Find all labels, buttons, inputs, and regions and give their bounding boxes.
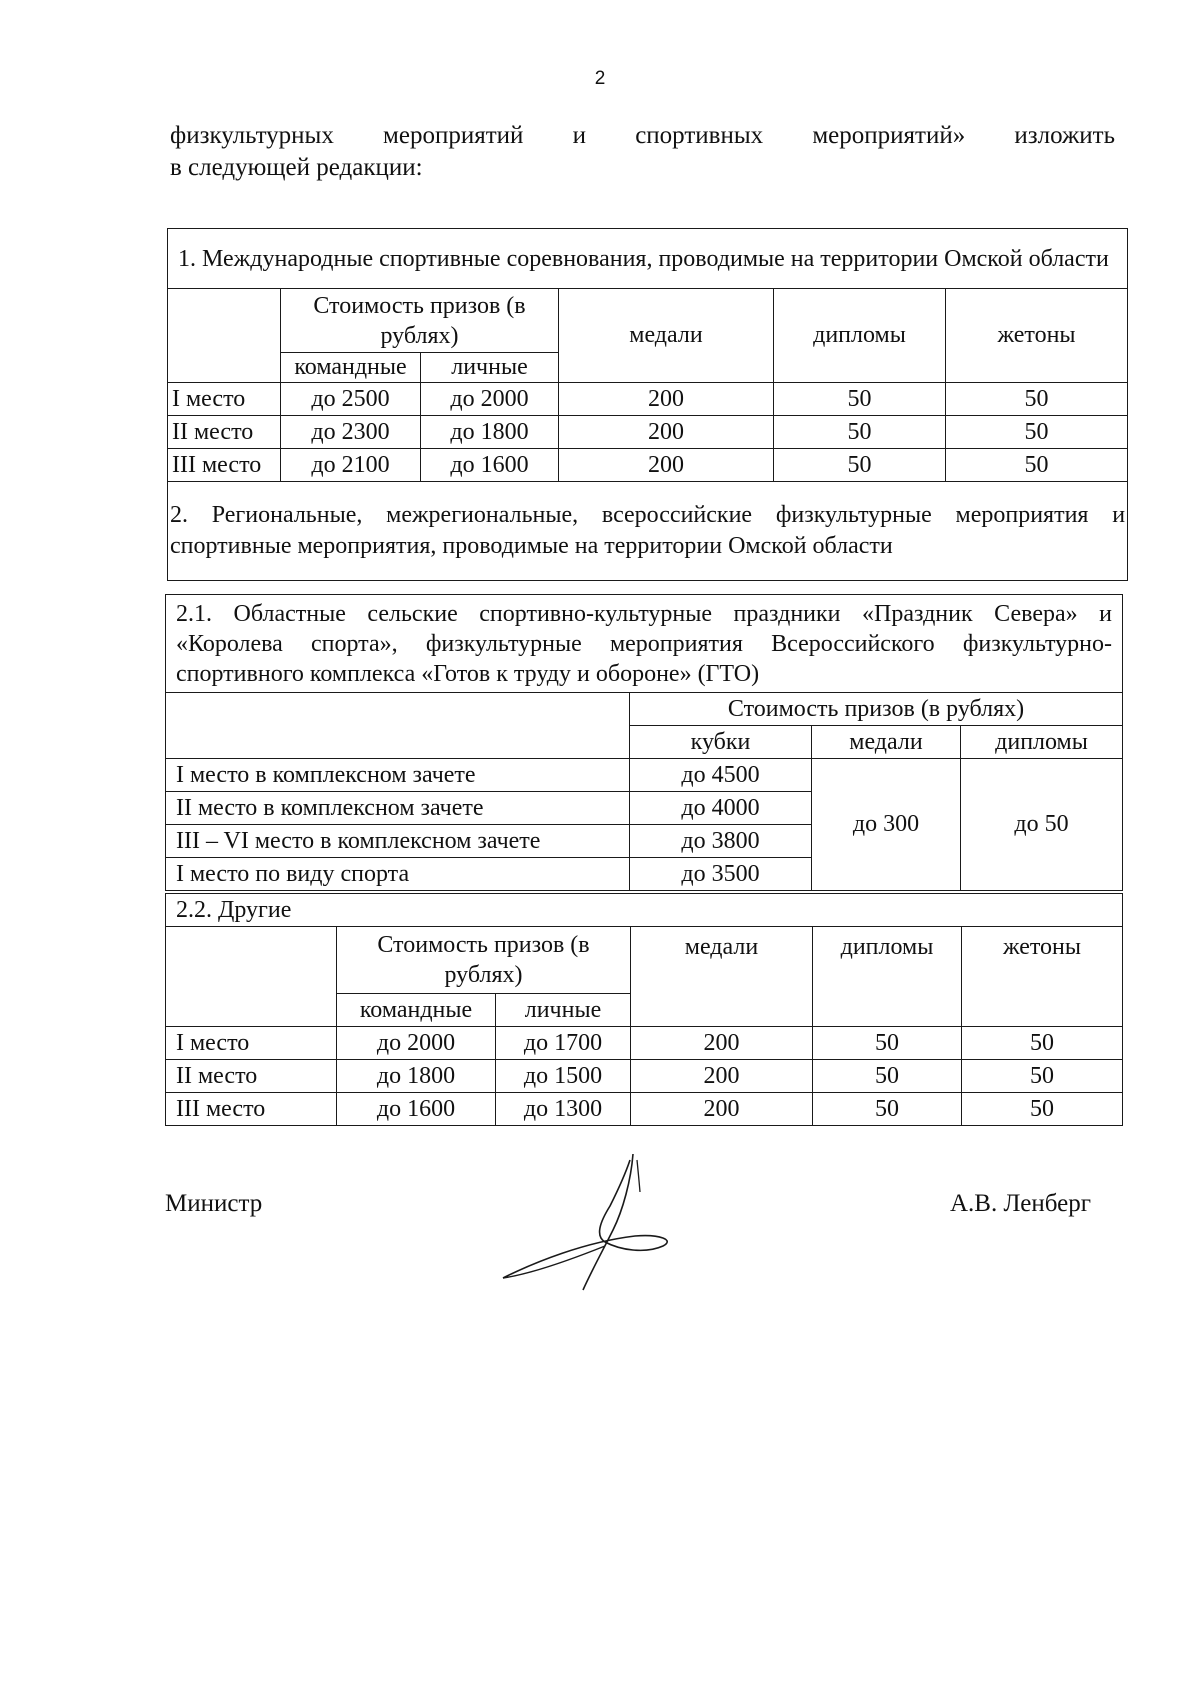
cell-personal: до 2000 xyxy=(421,383,559,416)
cell-medals: 200 xyxy=(559,383,774,416)
cell-tokens: 50 xyxy=(962,1060,1123,1093)
cell-team: до 1600 xyxy=(337,1093,496,1126)
cell-personal: до 1500 xyxy=(496,1060,631,1093)
table-regional-holidays xyxy=(165,594,1123,891)
section-1-title: 1. Международные спортивные соревнования, проводимые на территории Омской области xyxy=(168,229,1128,289)
intro-line-2: в следующей редакции: xyxy=(170,154,423,181)
cell-tokens: 50 xyxy=(946,383,1128,416)
header-tokens: жетоны xyxy=(946,289,1128,383)
intro-word: и xyxy=(572,122,586,149)
table-row xyxy=(168,383,1128,416)
cell-place: III место xyxy=(166,1093,337,1126)
cell-medals: 200 xyxy=(559,416,774,449)
cell-tokens: 50 xyxy=(946,416,1128,449)
cell-diplomas: 50 xyxy=(813,1027,962,1060)
cell-team: до 2000 xyxy=(337,1027,496,1060)
intro-word: спортивных xyxy=(635,122,764,149)
cell-place: I место в комплексном зачете xyxy=(166,759,630,792)
header-diplomas: дипломы xyxy=(961,726,1123,759)
section-2-1-title: 2.1. Областные сельские спортивно-культурные праздники «Праздник Севера» и «Королева спорта», физкультурные мероприятия Всероссийского физкультурно-спортивного комплекса «Готов к труду и обороне» (ГТО) xyxy=(166,595,1123,693)
header-prize-cost: Стоимость призов (в рублях) xyxy=(281,289,559,353)
page-number: 2 xyxy=(594,68,606,89)
cell-diplomas: 50 xyxy=(774,449,946,482)
cell-medals: 200 xyxy=(631,1060,813,1093)
table-row xyxy=(166,759,1123,792)
cell-medals-merged: до 300 xyxy=(812,759,961,891)
table-other xyxy=(165,893,1123,1126)
header-medals: медали xyxy=(812,726,961,759)
cell-tokens: 50 xyxy=(962,1093,1123,1126)
table-row xyxy=(166,1027,1123,1060)
empty-header-cell xyxy=(166,693,630,759)
cell-team: до 1800 xyxy=(337,1060,496,1093)
header-personal: личные xyxy=(421,353,559,383)
header-prize-cost: Стоимость призов (в рублях) xyxy=(337,927,631,994)
cell-place: I место по виду спорта xyxy=(166,858,630,891)
cell-place: II место в комплексном зачете xyxy=(166,792,630,825)
cell-place: II место xyxy=(168,416,281,449)
cell-medals: 200 xyxy=(631,1027,813,1060)
cell-diplomas-merged: до 50 xyxy=(961,759,1123,891)
cell-tokens: 50 xyxy=(946,449,1128,482)
empty-header-cell xyxy=(168,289,281,383)
cell-cups: до 4500 xyxy=(630,759,812,792)
cell-place: II место xyxy=(166,1060,337,1093)
table-international xyxy=(167,228,1128,581)
cell-place: III – VI место в комплексном зачете xyxy=(166,825,630,858)
cell-medals: 200 xyxy=(559,449,774,482)
cell-tokens: 50 xyxy=(962,1027,1123,1060)
header-tokens: жетоны xyxy=(962,927,1123,1027)
cell-diplomas: 50 xyxy=(813,1093,962,1126)
table-row xyxy=(166,1093,1123,1126)
header-prize-cost: Стоимость призов (в рублях) xyxy=(630,693,1123,726)
cell-personal: до 1800 xyxy=(421,416,559,449)
header-medals: медали xyxy=(631,927,813,1027)
table-row xyxy=(168,416,1128,449)
header-diplomas: дипломы xyxy=(813,927,962,1027)
cell-team: до 2300 xyxy=(281,416,421,449)
signatory-name: А.В. Ленберг xyxy=(950,1190,1091,1217)
table-row xyxy=(166,1060,1123,1093)
cell-team: до 2100 xyxy=(281,449,421,482)
cell-cups: до 3800 xyxy=(630,825,812,858)
cell-medals: 200 xyxy=(631,1093,813,1126)
intro-line-1 xyxy=(170,120,1115,152)
cell-cups: до 3500 xyxy=(630,858,812,891)
intro-word: мероприятий xyxy=(383,122,524,149)
cell-personal: до 1300 xyxy=(496,1093,631,1126)
cell-diplomas: 50 xyxy=(813,1060,962,1093)
header-personal: личные xyxy=(496,994,631,1027)
cell-team: до 2500 xyxy=(281,383,421,416)
empty-header-cell xyxy=(166,927,337,1027)
header-medals: медали xyxy=(559,289,774,383)
signatory-position: Министр xyxy=(165,1190,263,1217)
cell-diplomas: 50 xyxy=(774,383,946,416)
intro-paragraph xyxy=(170,120,1115,184)
header-team: командные xyxy=(281,353,421,383)
cell-personal: до 1600 xyxy=(421,449,559,482)
table-row xyxy=(168,449,1128,482)
header-diplomas: дипломы xyxy=(774,289,946,383)
cell-personal: до 1700 xyxy=(496,1027,631,1060)
cell-diplomas: 50 xyxy=(774,416,946,449)
header-cups: кубки xyxy=(630,726,812,759)
intro-word: изложить xyxy=(1014,122,1115,149)
cell-cups: до 4000 xyxy=(630,792,812,825)
intro-word: мероприятий» xyxy=(812,122,966,149)
cell-place: I место xyxy=(166,1027,337,1060)
header-team: командные xyxy=(337,994,496,1027)
signature-image xyxy=(495,1150,725,1300)
cell-place: III место xyxy=(168,449,281,482)
section-2-2-title: 2.2. Другие xyxy=(166,894,1123,927)
cell-place: I место xyxy=(168,383,281,416)
intro-word: физкультурных xyxy=(170,122,334,149)
section-2-title: 2. Региональные, межрегиональные, всероссийские физкультурные мероприятия и спортивные мероприятия, проводимые на территории Омской области xyxy=(168,482,1128,581)
